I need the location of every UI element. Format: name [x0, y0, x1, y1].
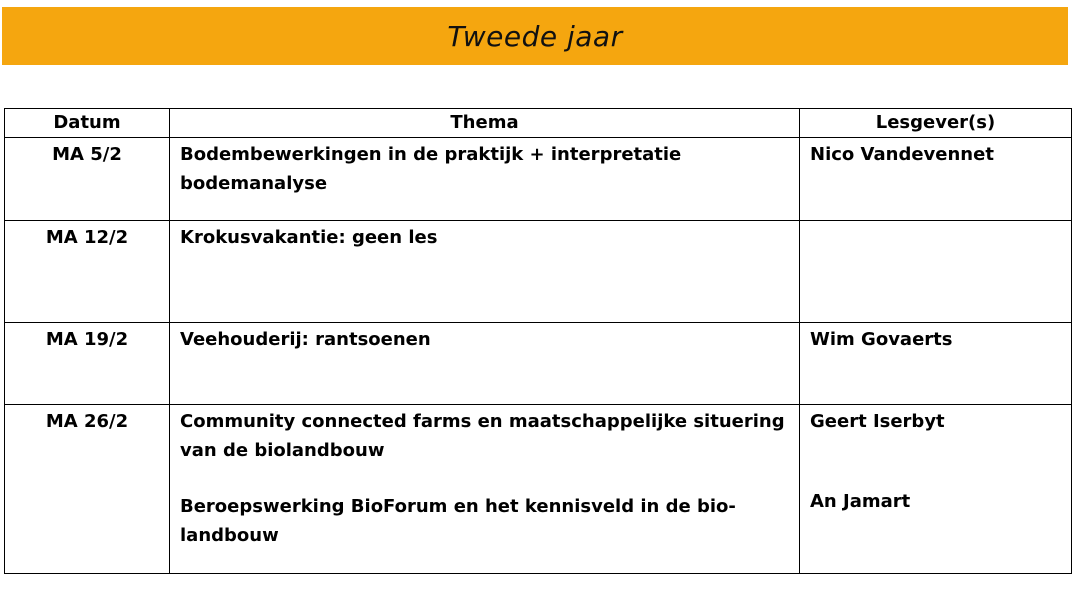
row-date: MA 5/2 — [5, 138, 170, 221]
table-header-row — [5, 109, 1072, 138]
row-teacher — [800, 405, 1072, 574]
table-row — [5, 138, 1072, 221]
table-row — [5, 221, 1072, 323]
teacher-text: Geert Iserbyt — [810, 411, 945, 432]
teacher-text: An Jamart — [810, 491, 911, 512]
column-header-teacher: Lesgever(s) — [800, 109, 1072, 138]
row-theme — [170, 221, 800, 323]
row-date: MA 19/2 — [5, 323, 170, 405]
row-theme — [170, 323, 800, 405]
teacher-text: Wim Govaerts — [810, 329, 953, 350]
row-date: MA 12/2 — [5, 221, 170, 323]
theme-text: Veehouderij: rantsoenen — [180, 329, 431, 350]
row-teacher — [800, 323, 1072, 405]
theme-text: Community connected farms en maatschappelijke situering van de biolandbouw — [180, 411, 785, 461]
column-header-theme: Thema — [170, 109, 800, 138]
page-title: Tweede jaar — [447, 19, 623, 53]
teacher-text: Nico Vandevennet — [810, 144, 994, 165]
table-row — [5, 405, 1072, 574]
header-banner — [2, 7, 1068, 65]
row-teacher — [800, 221, 1072, 323]
row-teacher — [800, 138, 1072, 221]
theme-text: Krokusvakantie: geen les — [180, 227, 438, 248]
schedule-table — [4, 108, 1072, 574]
theme-text: Beroepswerking BioForum en het kennisveld in de bio-landbouw — [180, 496, 736, 546]
row-date: MA 26/2 — [5, 405, 170, 574]
row-theme — [170, 405, 800, 574]
table-row — [5, 323, 1072, 405]
column-header-date: Datum — [5, 109, 170, 138]
row-theme — [170, 138, 800, 221]
theme-text: Bodembewerkingen in de praktijk + interpretatie bodemanalyse — [180, 144, 682, 194]
